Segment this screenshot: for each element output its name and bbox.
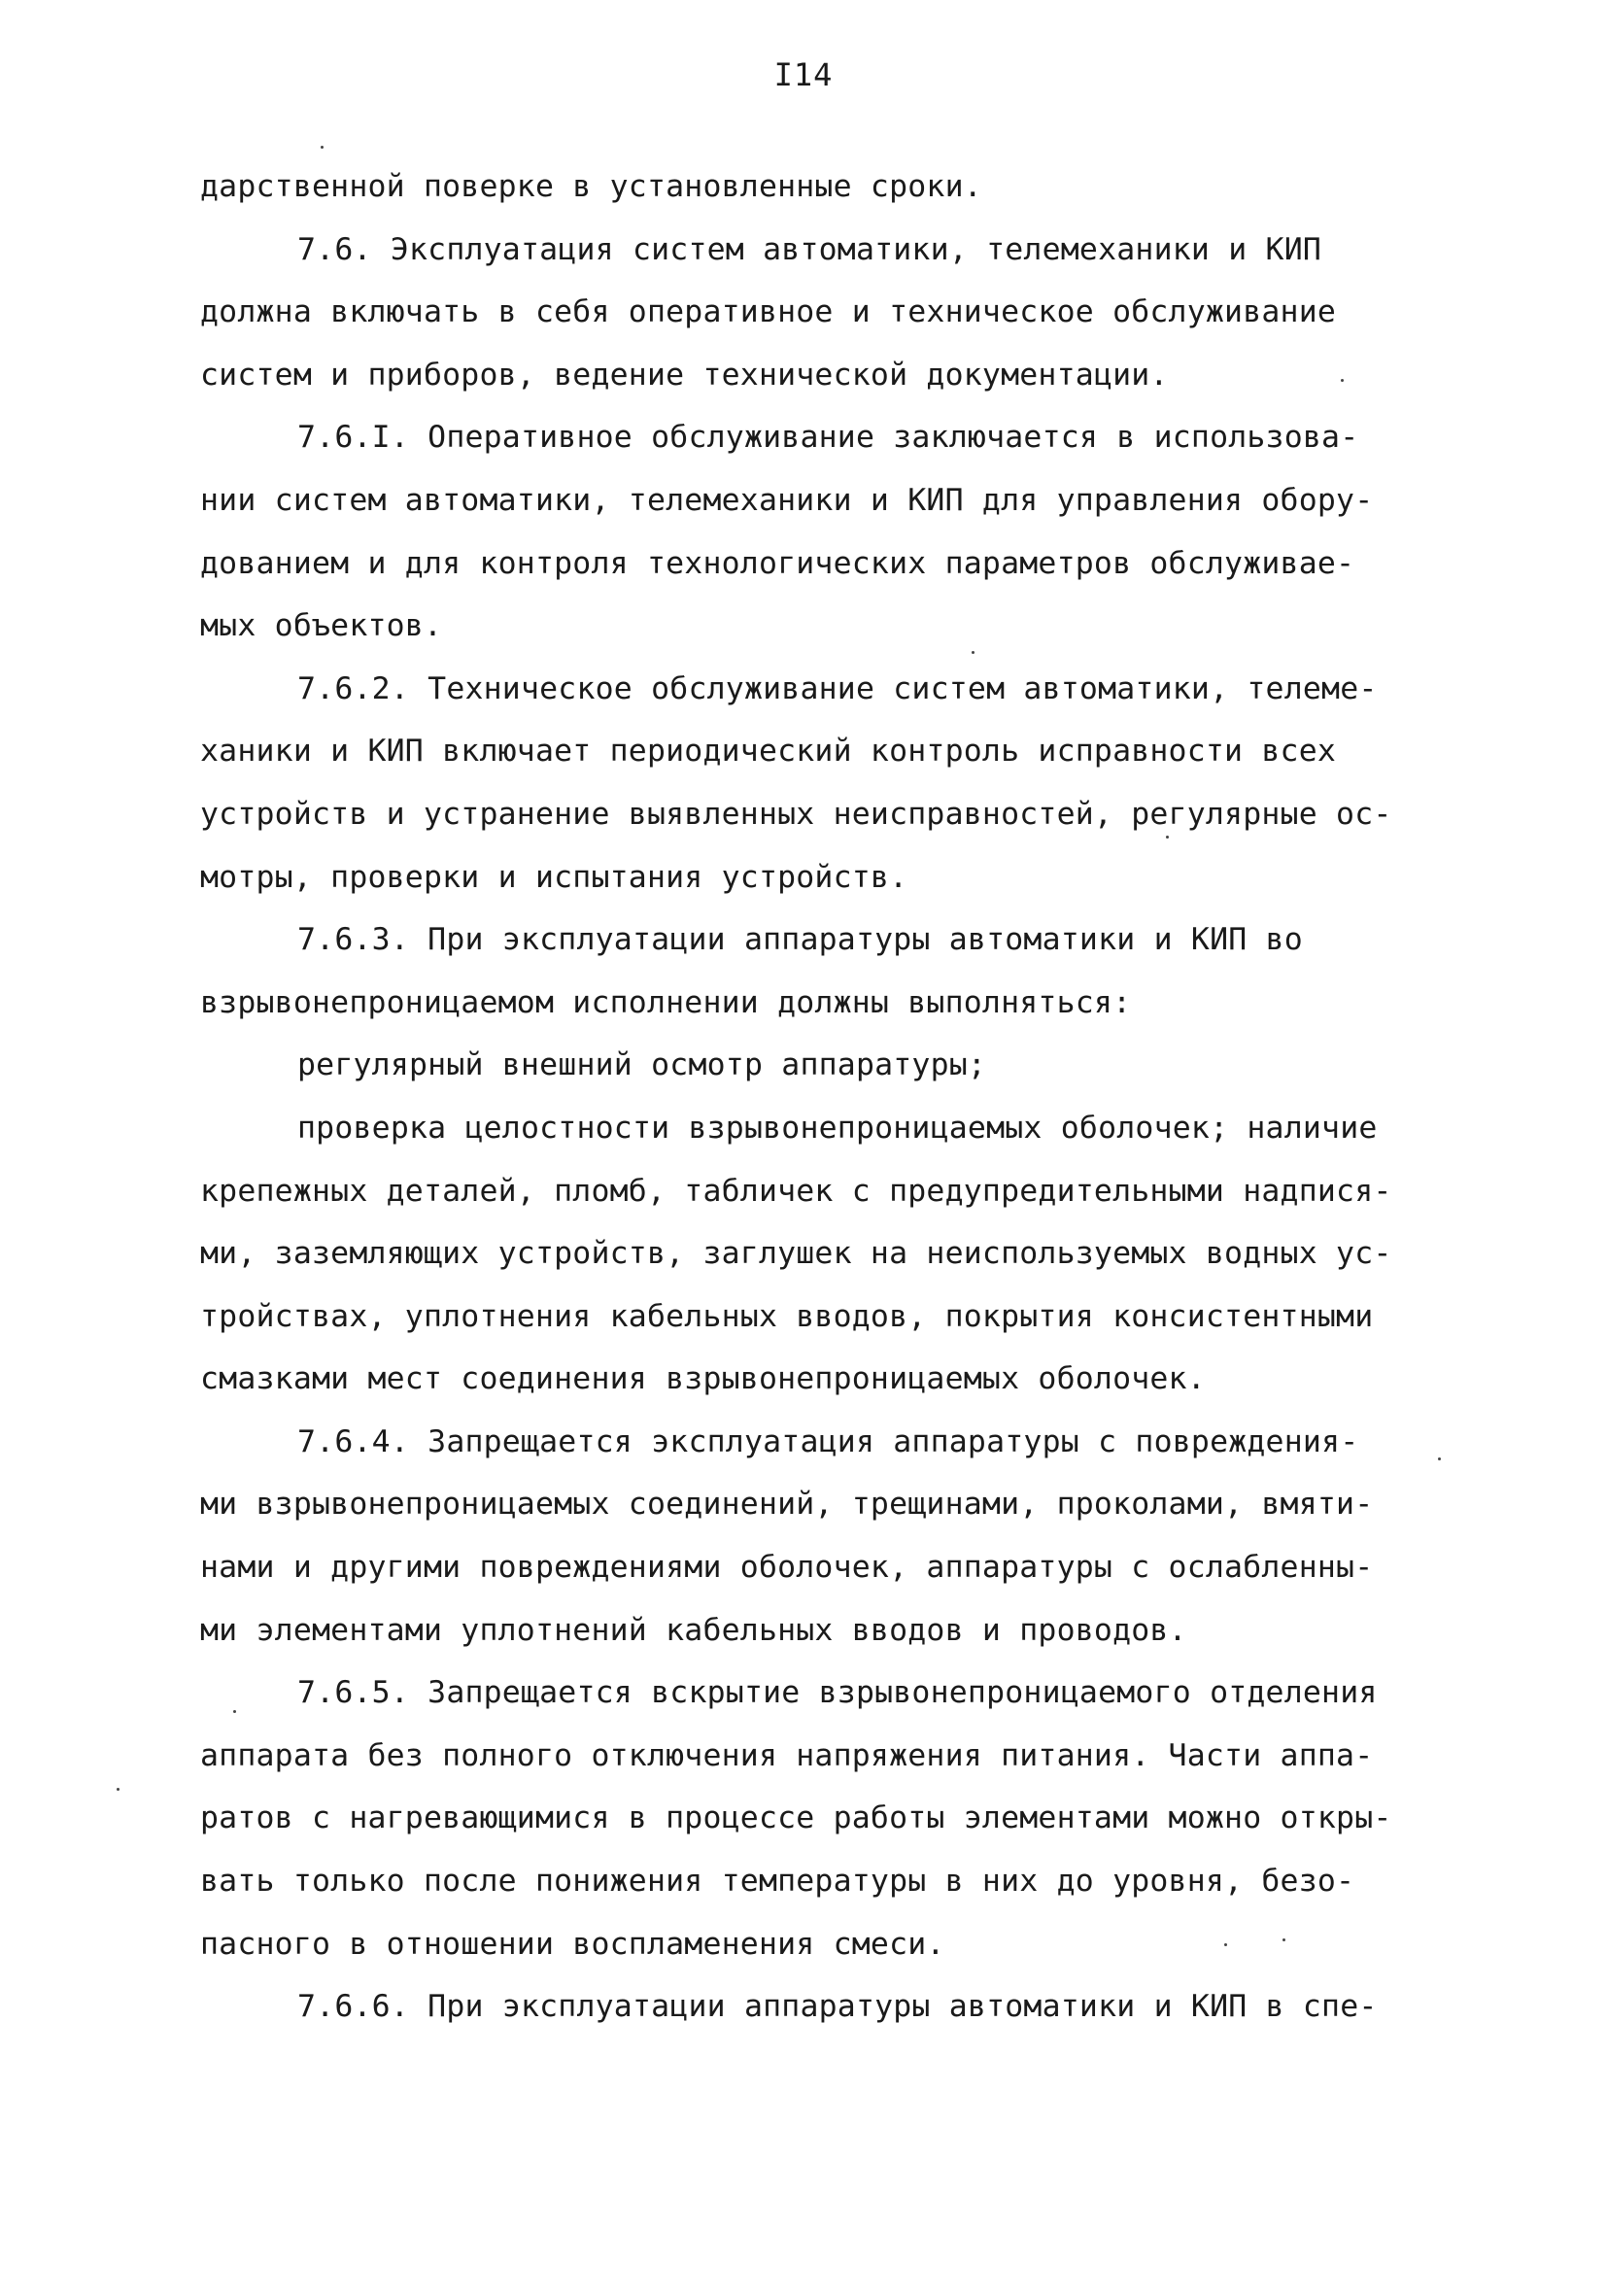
text-line: пасного в отношении воспламенения смеси. xyxy=(200,1926,945,1962)
text-line: дарственной поверке в установленные сроки. xyxy=(200,169,982,204)
scan-speck xyxy=(1341,379,1344,382)
text-line: 7.6.4. Запрещается эксплуатация аппаратуры с повреждения- xyxy=(297,1423,1359,1459)
text-line: нами и другими повреждениями оболочек, аппаратуры с ослабленны- xyxy=(200,1550,1374,1586)
page-number: I14 xyxy=(773,56,834,93)
text-line: 7.6.5. Запрещается вскрытие взрывонепроницаемого отделения xyxy=(297,1675,1378,1711)
text-line: должна включать в себя оперативное и техническое обслуживание xyxy=(200,294,1337,330)
text-line: мых объектов. xyxy=(200,608,443,644)
scan-speck xyxy=(1438,1457,1441,1460)
scan-speck xyxy=(117,1788,120,1791)
text-line: нии систем автоматики, телемеханики и КИП для управления обору- xyxy=(200,482,1374,518)
scan-speck xyxy=(972,651,974,654)
text-line: 7.6.6. При эксплуатации аппаратуры автоматики и КИП в спе- xyxy=(297,1989,1378,2025)
text-line: проверка целостности взрывонепроницаемых оболочек; наличие xyxy=(297,1110,1378,1146)
text-line: 7.6.I. Оперативное обслуживание заключается в использова- xyxy=(297,420,1359,456)
text-line: взрывонепроницаемом исполнении должны выполняться: xyxy=(200,984,1132,1020)
text-line: 7.6. Эксплуатация систем автоматики, телемеханики и КИП xyxy=(297,231,1322,267)
scan-speck xyxy=(1166,836,1169,839)
text-line: ратов с нагревающимися в процессе работы элементами можно откры- xyxy=(200,1800,1392,1836)
text-line: дованием и для контроля технологических параметров обслуживае- xyxy=(200,545,1355,581)
text-line: ми, заземляющих устройств, заглушек на неиспользуемых водных ус- xyxy=(200,1236,1392,1272)
text-line: ми взрывонепроницаемых соединений, трещинами, проколами, вмяти- xyxy=(200,1487,1374,1523)
scan-speck xyxy=(233,1710,236,1713)
text-line: устройств и устранение выявленных неисправностей, регулярные ос- xyxy=(200,796,1392,832)
text-line: мотры, проверки и испытания устройств. xyxy=(200,859,908,895)
text-line: ханики и КИП включает периодический контроль исправности всех xyxy=(200,734,1337,770)
scan-speck xyxy=(1224,1943,1227,1946)
text-line: крепежных деталей, пломб, табличек с предупредительными надпися- xyxy=(200,1173,1392,1209)
text-line: 7.6.2. Техническое обслуживание систем автоматики, телеме- xyxy=(297,670,1378,706)
text-line: 7.6.3. При эксплуатации аппаратуры автоматики и КИП во xyxy=(297,922,1303,958)
scan-speck xyxy=(321,146,324,149)
text-line: тройствах, уплотнения кабельных вводов, покрытия консистентными xyxy=(200,1298,1374,1334)
text-line: регулярный внешний осмотр аппаратуры; xyxy=(297,1047,987,1083)
text-line: вать только после понижения температуры в них до уровня, безо- xyxy=(200,1864,1355,1900)
text-line: смазками мест соединения взрывонепроницаемых оболочек. xyxy=(200,1361,1206,1397)
text-line: систем и приборов, ведение технической документации. xyxy=(200,357,1169,393)
body-text xyxy=(200,155,1453,2039)
text-line: ми элементами уплотнений кабельных вводов и проводов. xyxy=(200,1612,1187,1648)
scan-speck xyxy=(1282,1938,1285,1941)
text-line: аппарата без полного отключения напряжения питания. Части аппа- xyxy=(200,1737,1374,1773)
